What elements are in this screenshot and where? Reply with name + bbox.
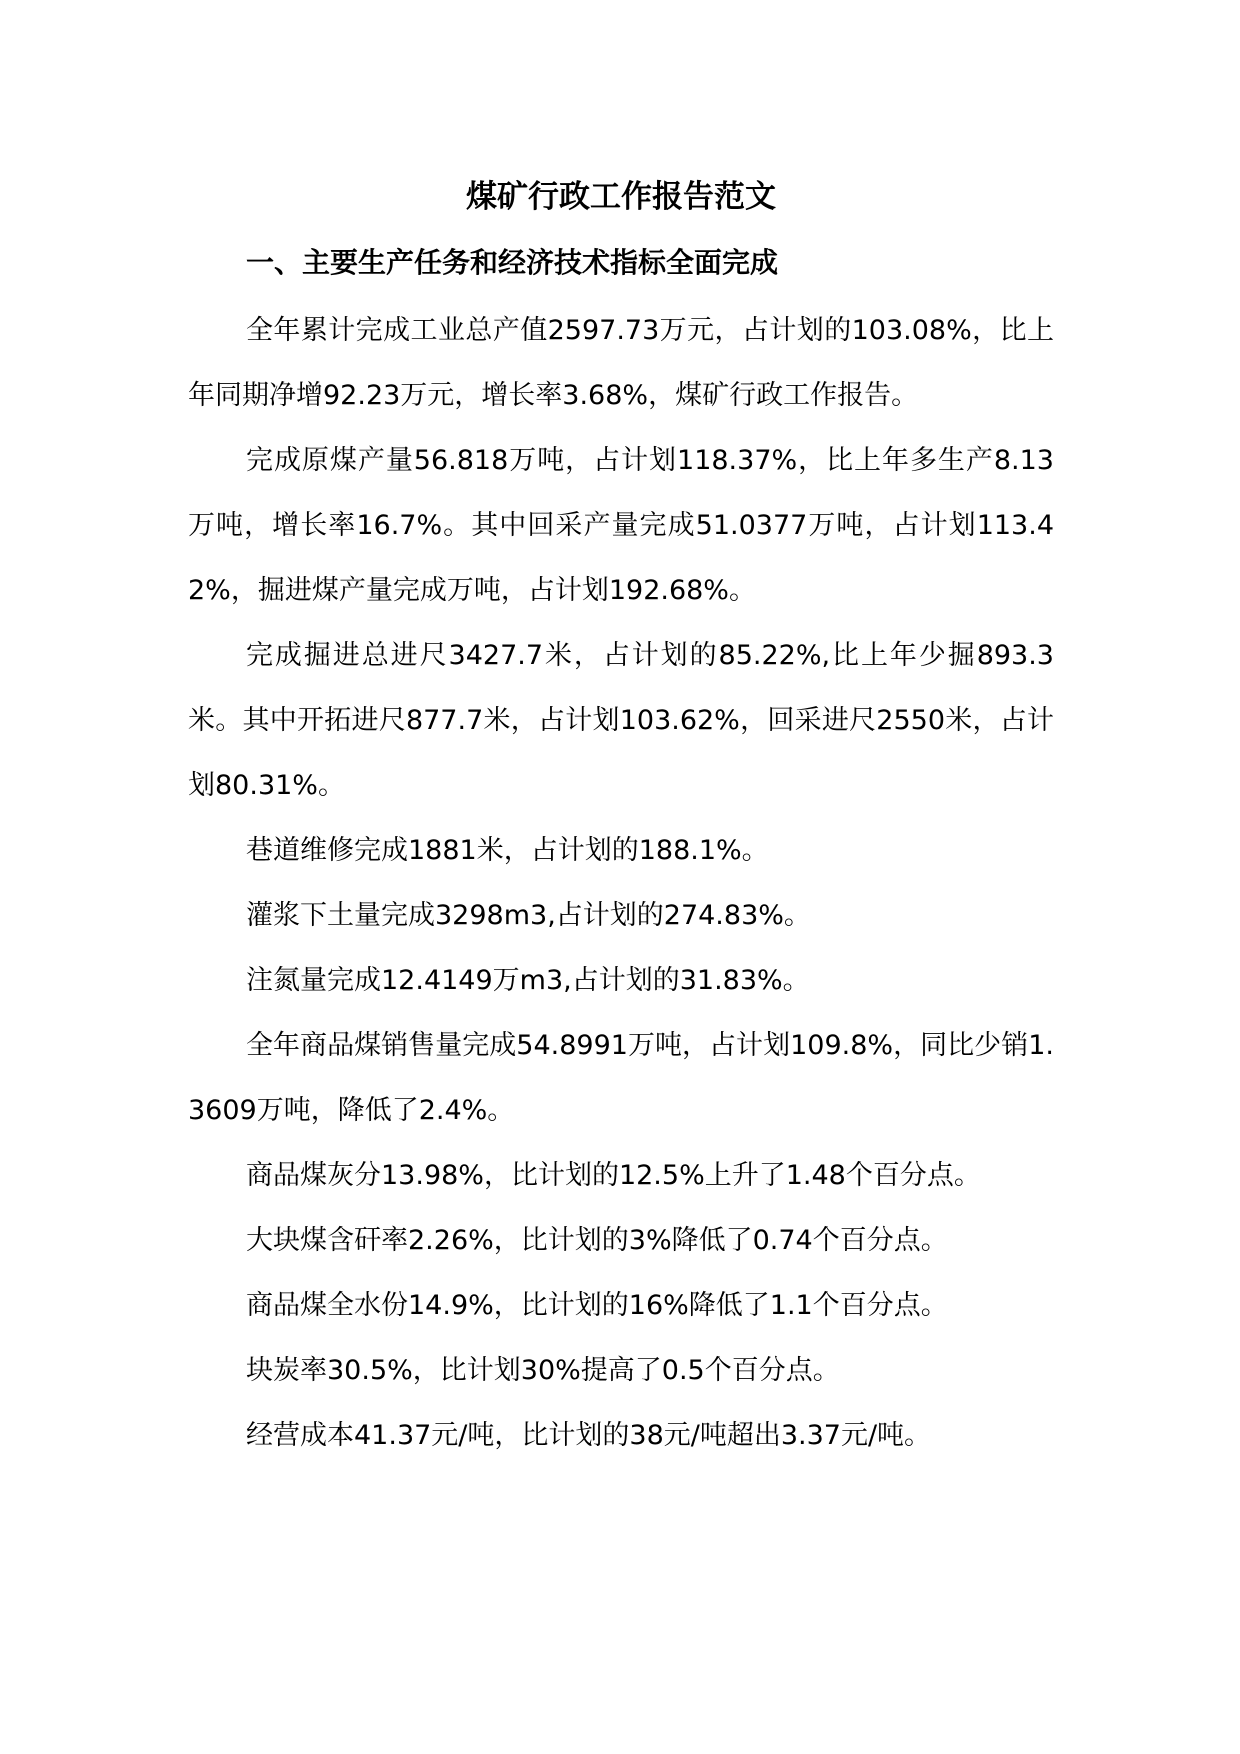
paragraph-nitrogen-injection: 注氮量完成12.4149万m3,占计划的31.83%。 [246, 965, 810, 996]
document-body [188, 298, 1054, 1468]
document-page [188, 0, 1054, 1754]
paragraph-grouting-soil: 灌浆下土量完成3298m3,占计划的274.83%。 [246, 900, 811, 931]
paragraph-tunneling-footage: 完成掘进总进尺3427.7米，占计划的85.22%,比上年少掘893.3米。其中开拓进尺877.7米，占计划103.62%，回采进尺2550米，占计划80.31%。 [188, 640, 1054, 801]
paragraph-ash-content: 商品煤灰分13.98%，比计划的12.5%上升了1.48个百分点。 [246, 1160, 981, 1191]
document-title: 煤矿行政工作报告范文 [466, 179, 776, 215]
paragraph-coal-sales: 全年商品煤销售量完成54.8991万吨，占计划109.8%，同比少销1.3609万吨，降低了2.4%。 [188, 1030, 1054, 1126]
paragraph-moisture-content: 商品煤全水份14.9%，比计划的16%降低了1.1个百分点。 [246, 1290, 948, 1321]
paragraph-lump-coal-rate: 块炭率30.5%，比计划30%提高了0.5个百分点。 [246, 1355, 840, 1386]
paragraph-raw-coal-output: 完成原煤产量56.818万吨，占计划118.37%，比上年多生产8.13万吨，增长率16.7%。其中回采产量完成51.0377万吨，占计划113.42%，掘进煤产量完成万吨，占计划192.68%。 [188, 445, 1054, 606]
paragraph-roadway-maintenance: 巷道维修完成1881米，占计划的188.1%。 [246, 835, 769, 866]
paragraph-operating-cost: 经营成本41.37元/吨，比计划的38元/吨超出3.37元/吨。 [246, 1420, 932, 1451]
section-heading: 一、主要生产任务和经济技术指标全面完成 [246, 246, 779, 279]
paragraph-total-output: 全年累计完成工业总产值2597.73万元，占计划的103.08%，比上年同期净增92.23万元，增长率3.68%，煤矿行政工作报告。 [188, 315, 1054, 411]
paragraph-gangue-rate: 大块煤含矸率2.26%，比计划的3%降低了0.74个百分点。 [246, 1225, 948, 1256]
